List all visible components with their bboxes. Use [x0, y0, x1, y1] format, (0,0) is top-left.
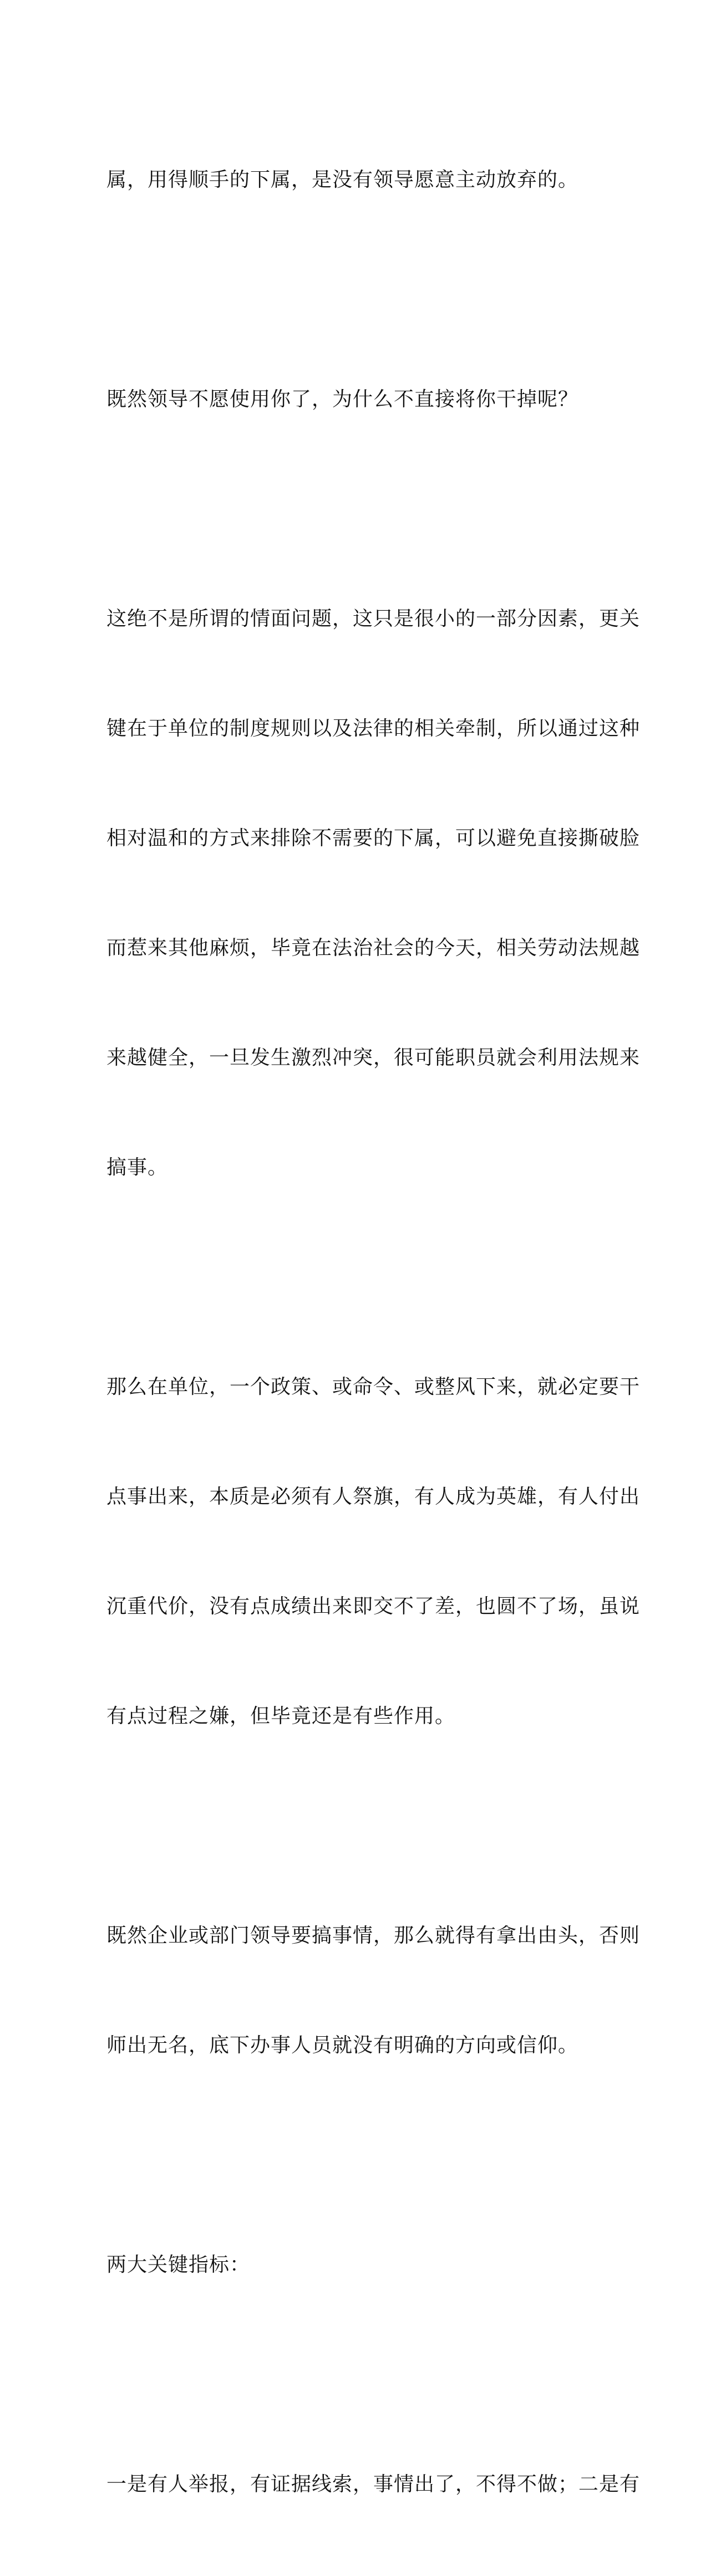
paragraph-7	[106, 2393, 641, 2576]
text-line: 来越健全，一旦发生激烈冲突，很可能职员就会利用法规来	[106, 1046, 641, 1069]
text-line: 而惹来其他麻烦，毕竟在法治社会的今天，相关劳动法规越	[106, 937, 641, 959]
paragraph-gap	[106, 1259, 606, 1296]
text-line: 既然企业或部门领导要搞事情，那么就得有拿出由头，否则	[106, 1924, 641, 1947]
paragraph-gap	[106, 491, 606, 528]
paragraph-6	[106, 2174, 606, 2357]
paragraph-2	[106, 308, 606, 491]
text-line: 既然领导不愿使用你了，为什么不直接将你干掉呢？	[106, 388, 579, 411]
text-line: 键在于单位的制度规则以及法律的相关牵制，所以通过这种	[106, 717, 641, 740]
text-line: 那么在单位，一个政策、或命令、或整风下来，就必定要干	[106, 1376, 641, 1398]
paragraph-gap	[106, 2357, 606, 2393]
document-body	[106, 89, 641, 2576]
paragraph-4	[106, 1296, 641, 1808]
text-line: 师出无名，底下办事人员就没有明确的方向或信仰。	[106, 2034, 579, 2057]
text-line: 这绝不是所谓的情面问题，这只是很小的一部分因素，更关	[106, 607, 641, 630]
text-line: 相对温和的方式来排除不需要的下属，可以避免直接撕破脸	[106, 827, 641, 850]
text-line: 搞事。	[106, 1156, 169, 1179]
paragraph-gap	[106, 272, 606, 308]
paragraph-3	[106, 528, 641, 1259]
paragraph-5	[106, 1844, 641, 2137]
paragraph-1	[106, 89, 606, 272]
text-line: 一是有人举报，有证据线索，事情出了，不得不做；二是有	[106, 2473, 641, 2496]
text-line: 点事出来，本质是必须有人祭旗，有人成为英雄，有人付出	[106, 1485, 641, 1508]
text-line: 沉重代价，没有点成绩出来即交不了差，也圆不了场，虽说	[106, 1595, 641, 1618]
paragraph-gap	[106, 1808, 606, 1844]
paragraph-gap	[106, 2137, 606, 2174]
text-line: 属，用得顺手的下属，是没有领导愿意主动放弃的。	[106, 168, 579, 191]
text-line: 两大关键指标：	[106, 2253, 251, 2276]
text-line: 有点过程之嫌，但毕竟还是有些作用。	[106, 1705, 456, 1727]
